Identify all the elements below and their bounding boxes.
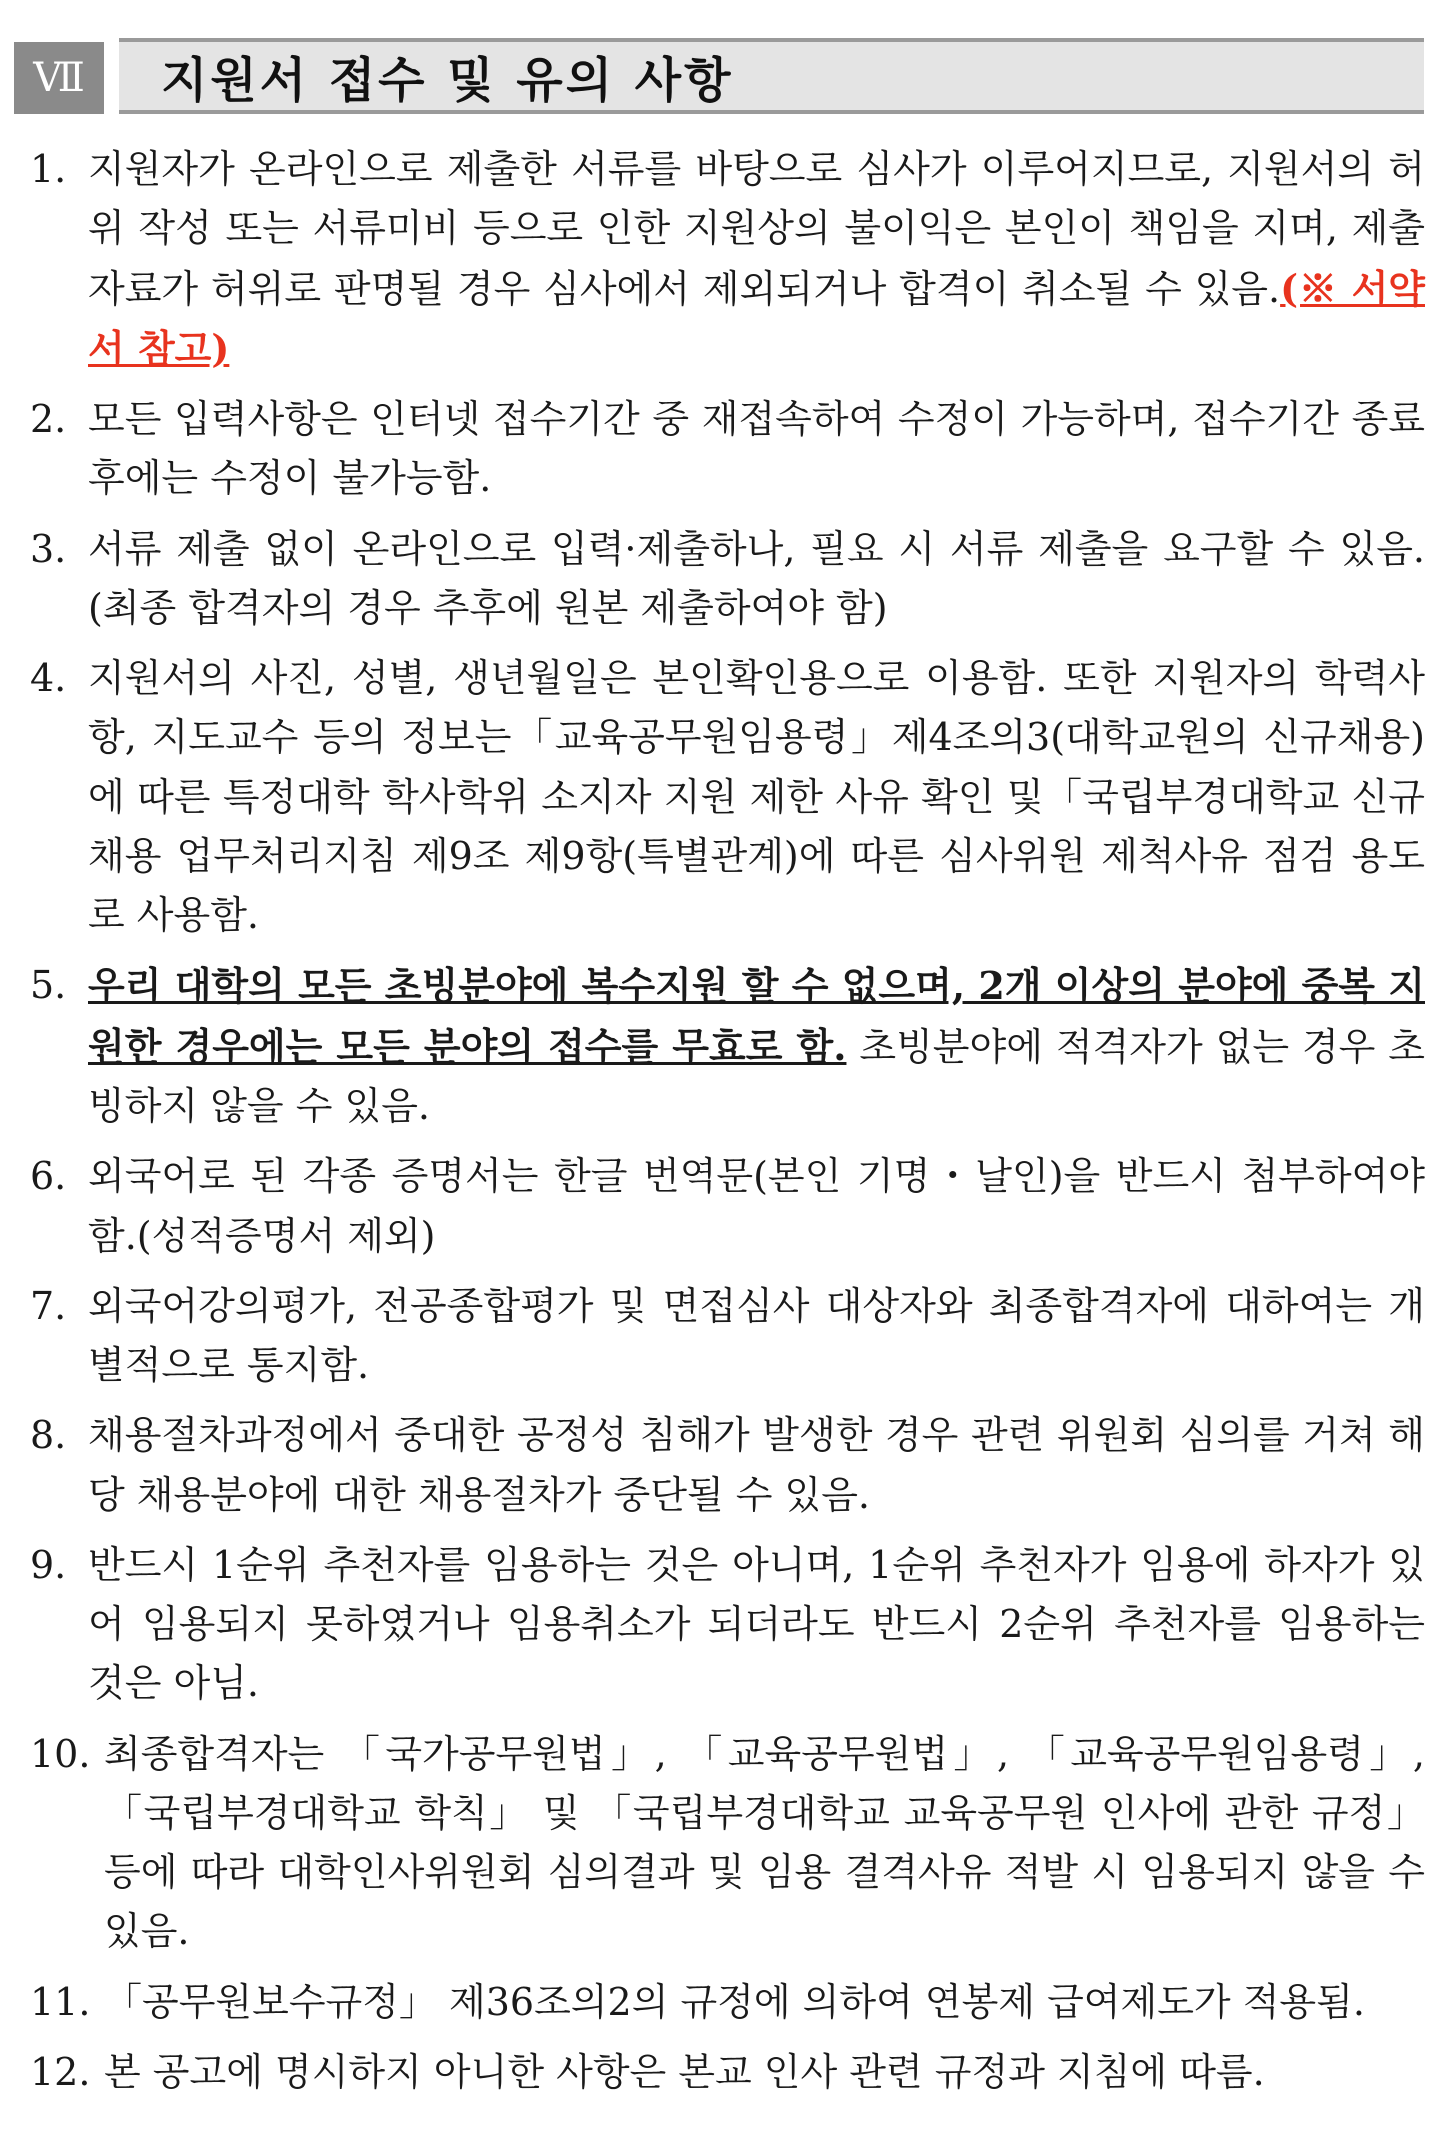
body-text: 「공무원보수규정」 제36조의2의 규정에 의하여 연봉제 급여제도가 적용됨. [104, 1979, 1365, 2024]
body-text: 모든 입력사항은 인터넷 접수기간 중 재접속하여 수정이 가능하며, 접수기간 종료 후에는 수정이 불가능함. [88, 397, 1425, 501]
body-text: 서류 제출 없이 온라인으로 입력·제출하나, 필요 시 서류 제출을 요구할 수 있음.(최종 합격자의 경우 추후에 원본 제출하여야 함) [88, 526, 1425, 630]
section-title-bar [119, 38, 1424, 114]
section-header [14, 38, 1424, 118]
notice-item-number: 7. [30, 1283, 67, 1328]
notice-item [30, 1973, 1425, 2032]
section-number: Ⅶ [14, 42, 104, 114]
notice-item [30, 1277, 1425, 1396]
notice-item-number: 12. [30, 2049, 91, 2094]
notice-item-number: 11. [30, 1979, 91, 2024]
body-text: 초빙분야에 적격자가 없는 경우 초빙하지 않을 수 있음. [88, 1024, 1426, 1128]
notice-item [30, 1406, 1425, 1525]
notice-item-text [88, 140, 1425, 379]
notice-item [30, 1147, 1425, 1266]
body-text: 지원서의 사진, 성별, 생년월일은 본인확인용으로 이용함. 또한 지원자의 학력사항, 지도교수 등의 정보는「교육공무원임용령」제4조의3(대학교원의 신규채용)에 따른 특정대학 학사학위 소지자 지원 제한 사유 확인 및「국립부경대학교 신규채용 업무처리지침 제9조 제9항(특별관계)에 따른 심사위원 제척사유 점검 용도로 사용함. [88, 656, 1425, 938]
notice-item-text [88, 520, 1425, 639]
notice-item-text [104, 1725, 1425, 1962]
notice-item-text [88, 1277, 1425, 1396]
body-text: 외국어강의평가, 전공종합평가 및 면접심사 대상자와 최종합격자에 대하여는 개별적으로 통지함. [88, 1283, 1425, 1388]
notice-item-number: 9. [30, 1542, 67, 1587]
notice-item [30, 1536, 1425, 1714]
body-text: 외국어로 된 각종 증명서는 한글 번역문(본인 기명・날인)을 반드시 첨부하여야 함.(성적증명서 제외) [88, 1154, 1425, 1258]
notice-item [30, 2043, 1425, 2102]
notice-item-number: 3. [30, 526, 67, 571]
body-text: 최종합격자는 「국가공무원법」, 「교육공무원법」, 「교육공무원임용령」, 「국립부경대학교 학칙」 및 「국립부경대학교 교육공무원 인사에 관한 규정」 등에 따라 대학인사위원회 심의결과 및 임용 결격사유 적발 시 임용되지 않을 수 있음. [104, 1731, 1425, 1954]
notice-item-number: 10. [30, 1731, 91, 1776]
notice-item [30, 956, 1425, 1136]
pledge-reference-note: (※ 서약서 참고) [88, 265, 1425, 371]
notice-item-number: 5. [30, 963, 67, 1008]
notice-item-text [88, 1147, 1425, 1266]
notice-item [30, 520, 1425, 639]
notice-item-text [88, 1536, 1425, 1714]
body-text: 지원자가 온라인으로 제출한 서류를 바탕으로 심사가 이루어지므로, 지원서의 허위 작성 또는 서류미비 등으로 인한 지원상의 불이익은 본인이 책임을 지며, 제출자료가 허위로 판명될 경우 심사에서 제외되거나 합격이 취소될 수 있음. [88, 147, 1425, 311]
body-text: 채용절차과정에서 중대한 공정성 침해가 발생한 경우 관련 위원회 심의를 거쳐 해당 채용분야에 대한 채용절차가 중단될 수 있음. [88, 1413, 1425, 1517]
notice-item-number: 2. [30, 397, 67, 442]
notice-item-number: 6. [30, 1154, 67, 1199]
body-text: 반드시 1순위 추천자를 임용하는 것은 아니며, 1순위 추천자가 임용에 하자가 있어 임용되지 못하였거나 임용취소가 되더라도 반드시 2순위 추천자를 임용하는 것은 아님. [88, 1542, 1425, 1706]
notice-item [30, 390, 1425, 509]
notice-item-text [104, 1973, 1425, 2032]
notice-item-text [104, 2043, 1425, 2102]
notice-item-number: 4. [30, 656, 67, 701]
notice-item-text [88, 649, 1425, 945]
emphasis-text: 우리 대학의 모든 초빙분야에 복수지원 할 수 없으며, 2개 이상의 분야에 중복 지원한 경우에는 모든 분야의 접수를 무효로 함. [88, 963, 1425, 1069]
notice-item [30, 140, 1425, 379]
notice-item-number: 8. [30, 1413, 67, 1458]
notice-item [30, 1725, 1425, 1962]
notice-item-text [88, 956, 1425, 1136]
notice-item [30, 649, 1425, 945]
notice-item-text [88, 1406, 1425, 1525]
notice-list [30, 140, 1425, 2113]
body-text: 본 공고에 명시하지 아니한 사항은 본교 인사 관련 규정과 지침에 따름. [104, 2049, 1265, 2094]
section-title: 지원서 접수 및 유의 사항 [161, 52, 734, 109]
notice-item-text [88, 390, 1425, 509]
notice-item-number: 1. [30, 147, 67, 191]
